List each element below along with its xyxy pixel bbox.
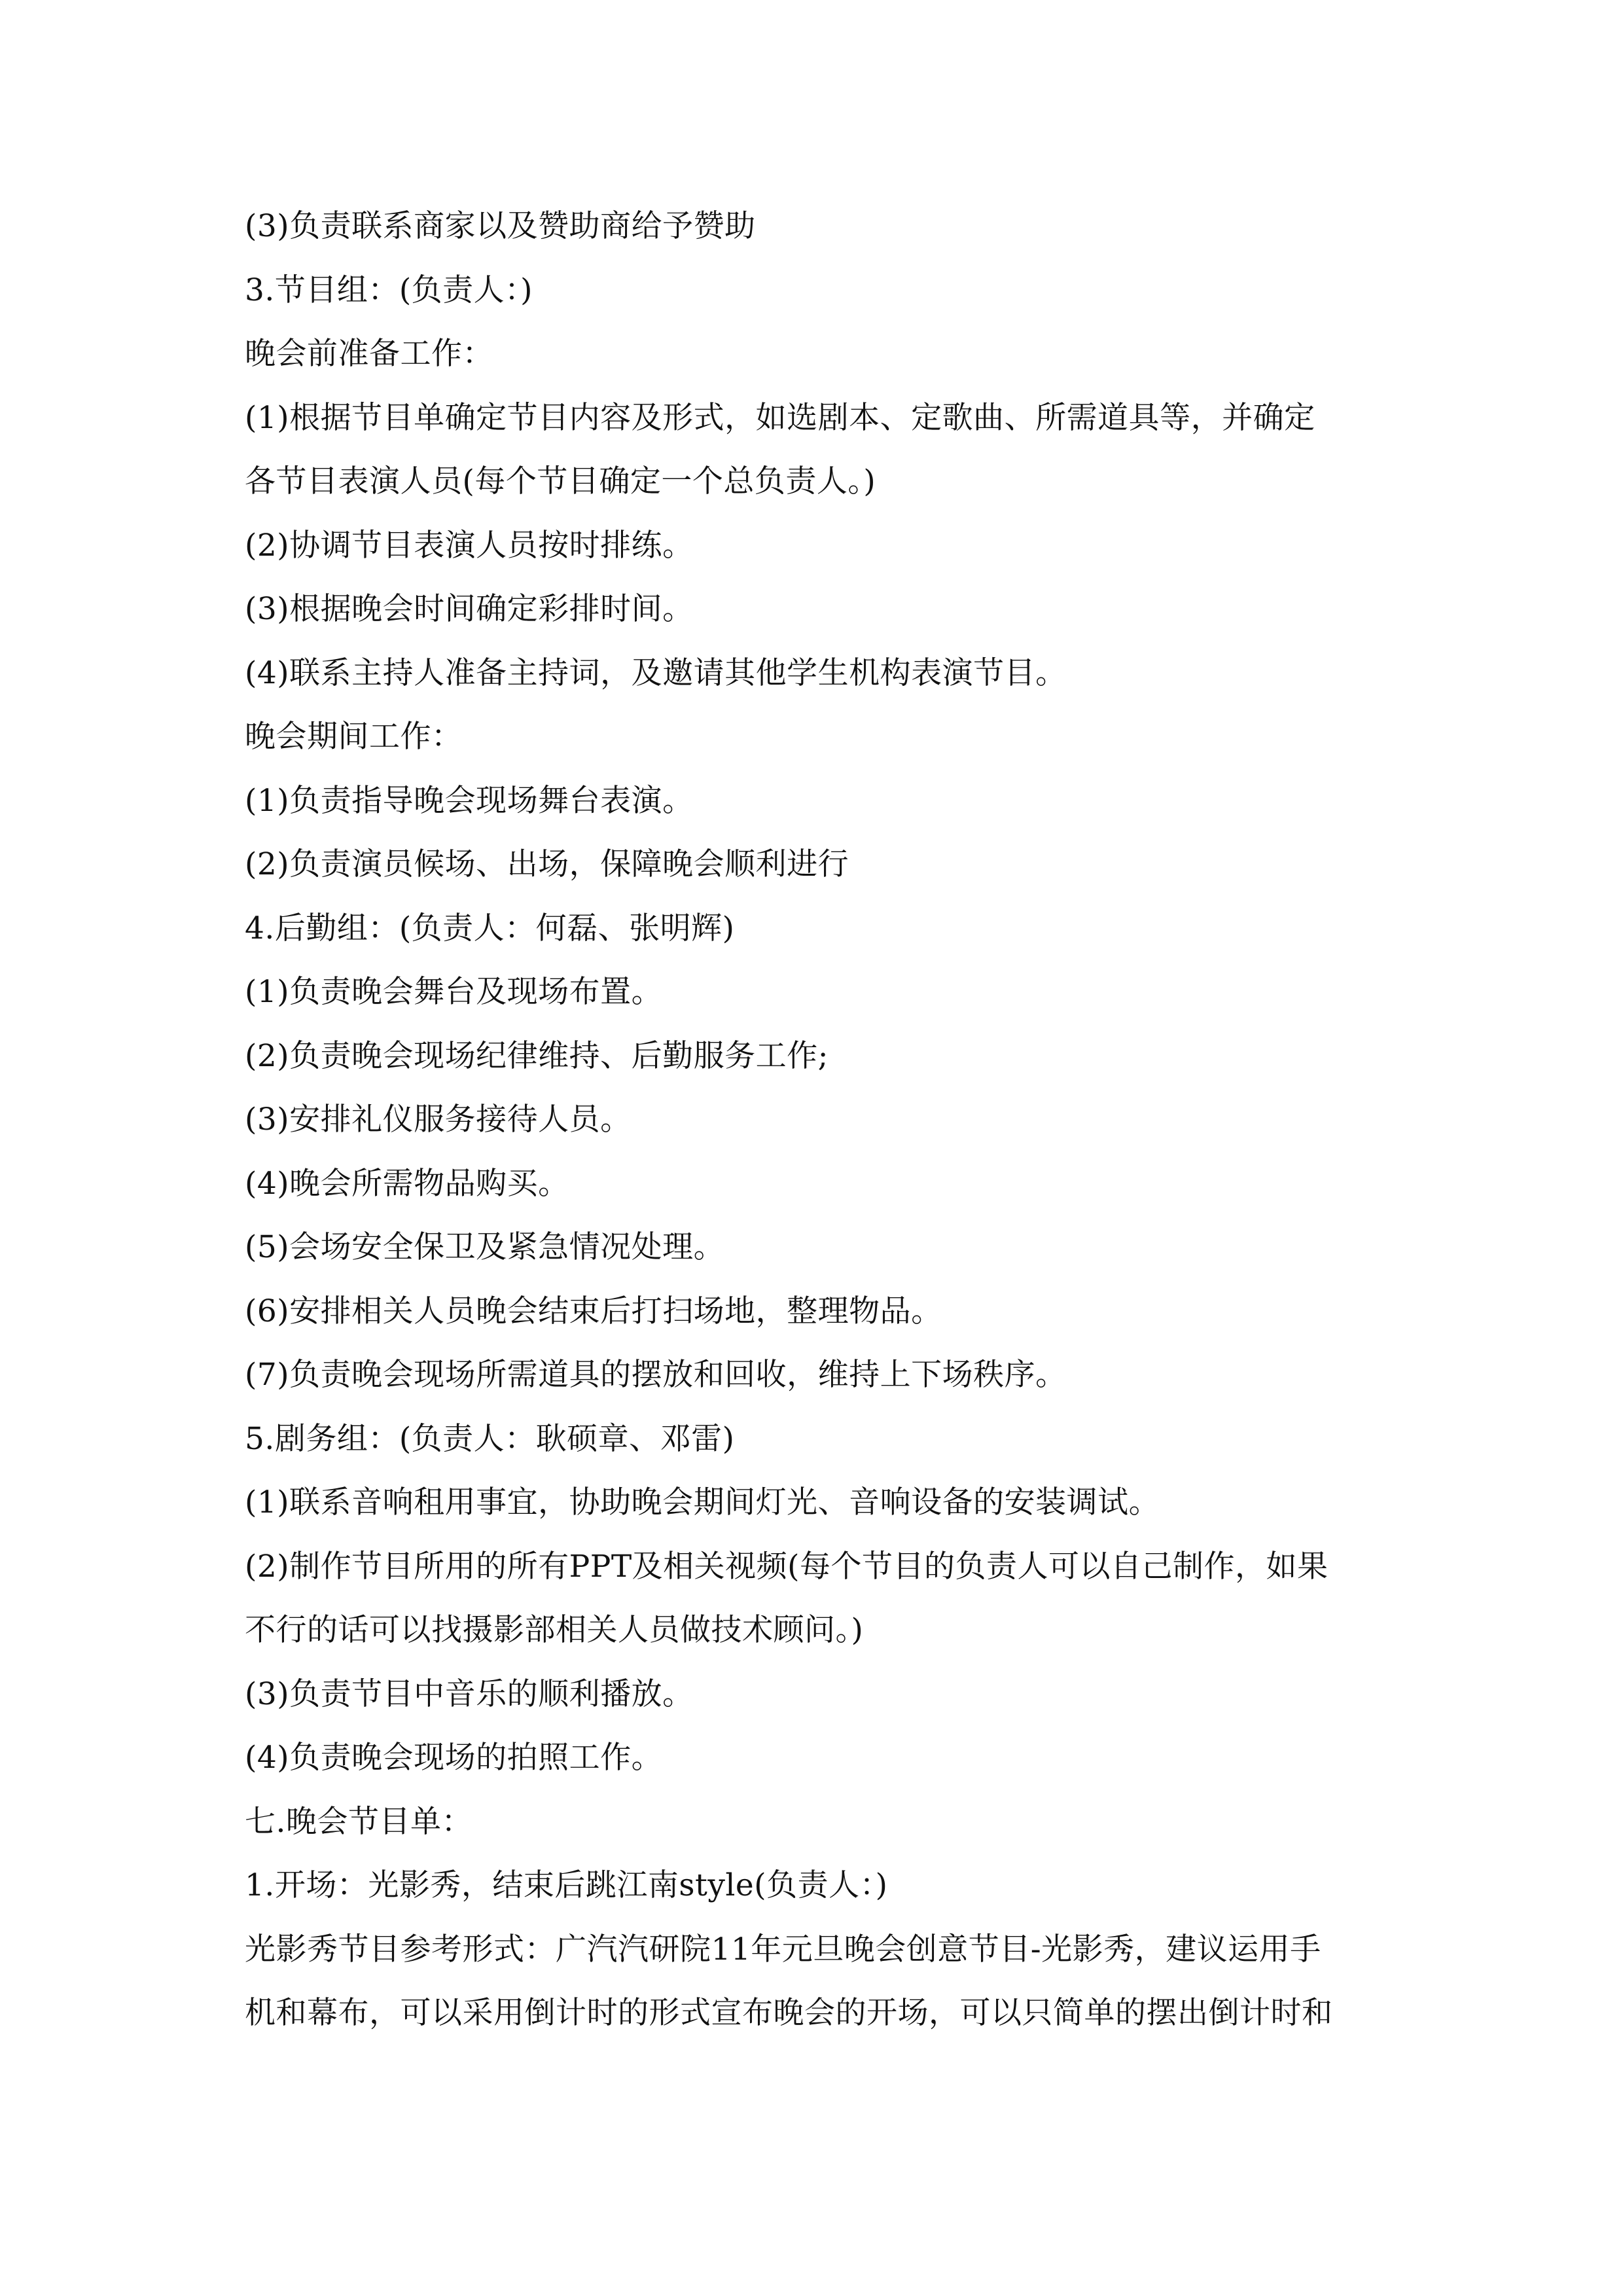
text-line: (3)负责联系商家以及赞助商给予赞助 [245,208,756,244]
text-line: (4)联系主持人准备主持词，及邀请其他学生机构表演节目。 [245,655,1067,691]
text-line: 各节目表演人员(每个节目确定一个总负责人。) [245,463,876,499]
text-line: (3)根据晚会时间确定彩排时间。 [245,591,694,627]
text-line: (2)协调节目表演人员按时排练。 [245,527,694,564]
text-line: 机和幕布，可以采用倒计时的形式宣布晚会的开场，可以只简单的摆出倒计时和 [245,1995,1333,2031]
document-body [245,194,1383,2045]
section-heading: 4.后勤组：(负责人：何磊、张明辉) [245,910,735,946]
text-line: 不行的话可以找摄影部相关人员做技术顾问。) [245,1612,864,1648]
text-line: (4)晚会所需物品购买。 [245,1165,569,1202]
text-line: (1)负责晚会舞台及现场布置。 [245,974,663,1010]
text-line: (2)负责演员候场、出场，保障晚会顺利进行 [245,846,849,882]
section-heading: 5.剧务组：(负责人：耿硕章、邓雷) [245,1420,735,1457]
text-line: 光影秀节目参考形式：广汽汽研院11年元旦晚会创意节目-光影秀，建议运用手 [245,1931,1321,1967]
text-line: (2)负责晚会现场纪律维持、后勤服务工作; [245,1037,829,1074]
text-line: (4)负责晚会现场的拍照工作。 [245,1740,663,1776]
chapter-heading: 七.晚会节目单： [245,1803,473,1840]
text-line: (1)根据节目单确定节目内容及形式，如选剧本、定歌曲、所需道具等，并确定 [245,399,1315,436]
text-line: (3)负责节目中音乐的顺利播放。 [245,1676,694,1712]
text-line: (1)负责指导晚会现场舞台表演。 [245,782,694,819]
text-line: (1)联系音响租用事宜，协助晚会期间灯光、音响设备的安装调试。 [245,1484,1160,1520]
text-line: (3)安排礼仪服务接待人员。 [245,1102,632,1138]
subsection-heading: 晚会前准备工作： [245,336,493,372]
text-line: (2)制作节目所用的所有PPT及相关视频(每个节目的负责人可以自己制作，如果 [245,1548,1329,1585]
section-heading: 3.节目组：(负责人：) [245,272,533,308]
text-line: (6)安排相关人员晚会结束后打扫场地，整理物品。 [245,1293,942,1329]
subsection-heading: 晚会期间工作： [245,719,463,755]
program-item: 1.开场：光影秀，结束后跳江南style(负责人：) [245,1867,888,1903]
text-line: (7)负责晚会现场所需道具的摆放和回收，维持上下场秩序。 [245,1357,1067,1393]
text-line: (5)会场安全保卫及紧急情况处理。 [245,1229,725,1265]
